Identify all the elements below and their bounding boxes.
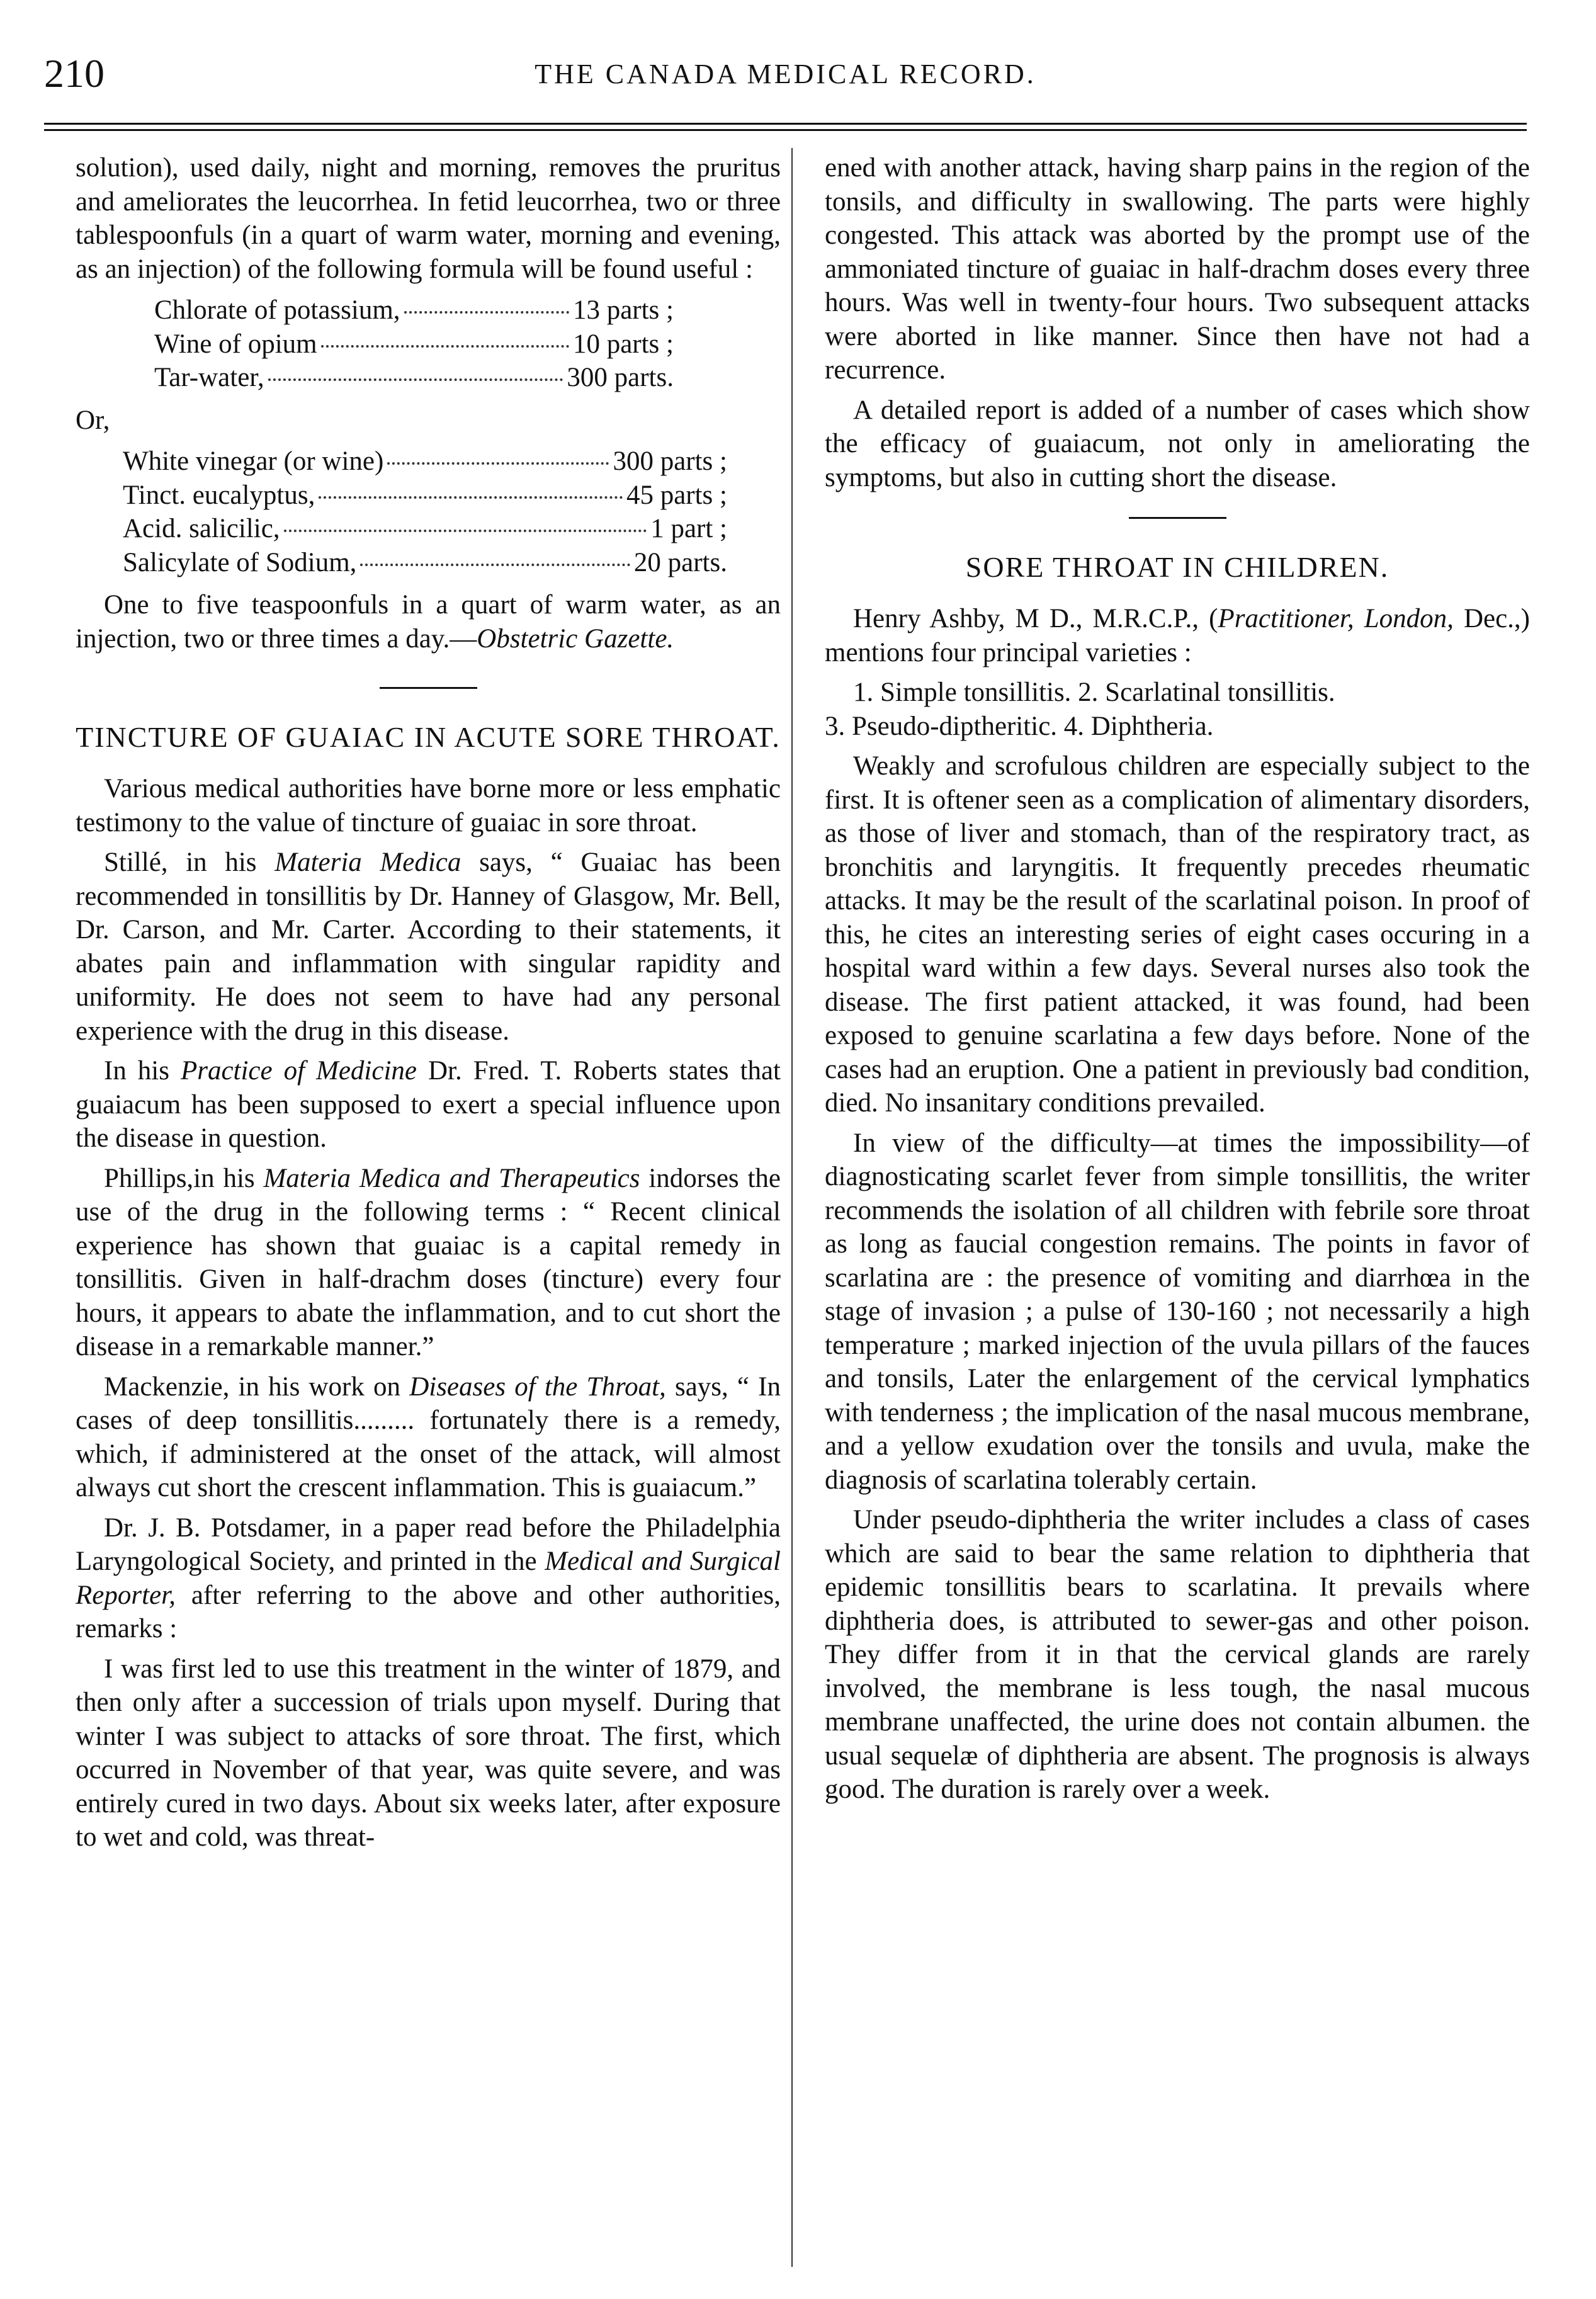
ingredient-name: Wine of opium [154,329,317,359]
dot-leader [319,496,623,499]
dot-leader [360,564,630,566]
ingredient-qty: 45 parts ; [626,480,727,510]
text-run: Mackenzie, in his work on [104,1371,410,1402]
formula-row [123,479,727,513]
page-number: 210 [44,51,105,96]
varieties-line: 3. Pseudo-diptheritic. 4. Diphtheria. [825,711,1214,741]
text-run: In his [104,1056,181,1086]
text-run: Dec.,) mentions four principal varieties : [825,604,1530,667]
formula-row [154,327,674,361]
formula-row [154,293,674,327]
dot-leader [321,345,569,348]
paragraph: Under pseudo-diphtheria the writer includes a class of cases which are said to bear the same relation to diphtheria that epidemic tonsillitis bears to scarlatina. It prevails where diphtheria does, is attributed to sewer-gas and other poison. They differ from it in that the cervical glands are rarely involved, the membrane is less tough, the nasal mucous membrane unaffected, the urine does not contain albumen. the usual sequelæ of diphtheria are absent. The prognosis is always good. The duration is rarely over a week. [825,1505,1530,1804]
paragraph-text: One to five teaspoonfuls in a quart of warm water, as an injection, two or three times a day.— [76,590,781,654]
text-run: indorses the use of the drug in the following terms : “ Recent clinical experience has shown that guaiac is a capital remedy in tonsillitis. Given in half-drachm doses (tincture) every four hours, it appears to abate the inflammation, and to cut short the disease in a remarkable manner.” [76,1163,781,1361]
text-run: says, “ Guaiac has been recommended in tonsillitis by Dr. Hanney of Glasgow, Mr. Bell, Dr. Carson, and Mr. Carter. According to their statements, it abates pain and inflammation with singular rapidity and uniformity. He does not seem to have had any personal experience with the drug in this disease. [76,848,781,1046]
paragraph [76,1162,781,1364]
formula-row [123,445,727,479]
varieties-line: 1. Simple tonsillitis. 2. Scarlatinal tonsillitis. [853,678,1335,707]
section-heading: TINCTURE OF GUAIAC IN ACUTE SORE THROAT. [76,721,781,753]
column-divider [791,148,793,2267]
ingredient-qty: 13 parts ; [572,295,674,325]
ingredient-name: Chlorate of potassium, [154,295,400,325]
paragraph: A detailed report is added of a number of cases which show the efficacy of guaiacum, not only in ameliorating the symptoms, but also in cutting short the disease. [825,395,1530,492]
paragraph: I was first led to use this treatment in the winter of 1879, and then only after a succession of trials upon myself. During that winter I was subject to attacks of sore throat. The first, which occurred in November of that year, was quite severe, and was entirely cured in two days. About six weeks later, after exposure to wet and cold, was threat- [76,1654,781,1852]
formula-2 [76,445,781,579]
book-title: Diseases of the Throat, [409,1371,666,1402]
text-run: Phillips,in his [104,1163,264,1193]
ingredient-qty: 1 part ; [650,514,727,543]
ingredient-name: White vinegar (or wine) [123,446,384,476]
paragraph: In view of the difficulty—at times the impossibility—of diagnosticating scarlet fever from simple tonsillitis, the writer recommends the isolation of all children with febrile sore throat as long as faucial congestion remains. The points in favor of scarlatina are : the presence of vomiting and diarrhœa in the stage of invasion ; a pulse of 130-160 ; not necessarily a high temperature ; marked injection of the uvula pillars of the fauces and tonsils, Later the enlargement of the cervical lymphatics with tenderness ; the implication of the nasal mucous membrane, and a yellow exudation over the tonsils and uvula, make the diagnosis of scarlatina tolerably certain. [825,1128,1530,1495]
section-heading: SORE THROAT IN CHILDREN. [965,551,1389,583]
varieties-list [825,676,1530,743]
paragraph: Weakly and scrofulous children are especially subject to the first. It is oftener seen as a complication of alimentary disorders, as those of liver and stomach, than of the respiratory tract, as bronchitis and laryngitis. It frequently precedes rheumatic attacks. It may be the result of the scarlatinal poison. In proof of this, he cites an interesting series of eight cases occuring in a hospital ward within a few days. Several nurses also took the disease. The first patient attacked, it was found, had been exposed to genuine scarlatina a few days before. None of the cases had an eruption. One a patient in previously bad condition, died. No insanitary conditions prevailed. [825,751,1530,1118]
book-title: Materia Medica and Therapeutics [263,1163,640,1193]
ingredient-name: Salicylate of Sodium, [123,547,357,577]
dot-leader [404,311,569,314]
journal-title: Practitioner, London, [1218,604,1454,633]
page-header [44,50,1527,101]
paragraph [76,1054,781,1155]
ingredient-qty: 20 parts. [633,547,727,577]
ingredient-name: Acid. salicilic, [123,514,280,543]
formula-row [123,546,727,580]
source-citation: Obstetric Gazette. [477,623,674,654]
ingredient-qty: 300 parts ; [613,446,727,476]
text-run: after referring to the above and other authorities, remarks : [76,1580,781,1643]
text-run: Henry Ashby, M D., M.R.C.P., ( [853,604,1218,633]
paragraph [825,602,1530,669]
paragraph [76,1370,781,1505]
header-rule [44,123,1527,131]
text-run: Stillé, in his [104,848,275,877]
dot-leader [268,378,563,381]
paragraph [76,846,781,1048]
paragraph [76,588,781,656]
ingredient-name: Tinct. eucalyptus, [123,480,315,510]
formula-row [154,361,674,395]
paragraph: ened with another attack, having sharp pains in the region of the tonsils, and difficulty in swallowing. The parts were highly congested. This attack was aborted by the prompt use of the ammoniated tincture of guaiac in half-drachm doses every three hours. Was well in twenty-four hours. Two subsequent attacks were aborted in like manner. Since then have not had a recurrence. [825,153,1530,385]
left-column [76,151,781,2273]
ingredient-qty: 300 parts. [567,363,674,392]
book-title: Materia Medica [274,848,461,877]
ingredient-qty: 10 parts ; [572,329,674,359]
journal-title: Medical and Surgical Reporter, [76,1547,781,1610]
paragraph [76,1511,781,1646]
running-head: THE CANADA MEDICAL RECORD. [535,59,1036,89]
paragraph: Various medical authorities have borne more or less emphatic testimony to the value of tincture of guaiac in sore throat. [76,774,781,837]
text-run: says, “ In cases of deep tonsillitis......... fortunately there is a remedy, which, if administered at the onset of the attack, will almost always cut short the crescent inflammation. This is guaiacum.” [76,1371,781,1502]
text-run: Dr. Fred. T. Roberts states that guaiacum has been supposed to exert a special influence upon the disease in question. [76,1056,781,1153]
section-rule [380,687,477,689]
formula-row [123,512,727,546]
formula-1 [76,293,781,395]
paragraph: solution), used daily, night and morning, removes the pruritus and ameliorates the leucorrhea. In fetid leucorrhea, two or three tablespoonfuls (in a quart of warm water, morning and evening, as an injection) of the following formula will be found useful : [76,153,781,284]
section-rule [1129,517,1226,519]
or-label: Or, [76,405,110,435]
book-title: Practice of Medicine [180,1056,417,1086]
text-run: Dr. J. B. Potsdamer, in a paper read before the Philadelphia Laryngological Society, and printed in the [76,1513,781,1576]
ingredient-name: Tar-water, [154,363,264,392]
right-column [825,151,1530,2273]
dot-leader [284,530,647,532]
dot-leader [387,462,609,465]
